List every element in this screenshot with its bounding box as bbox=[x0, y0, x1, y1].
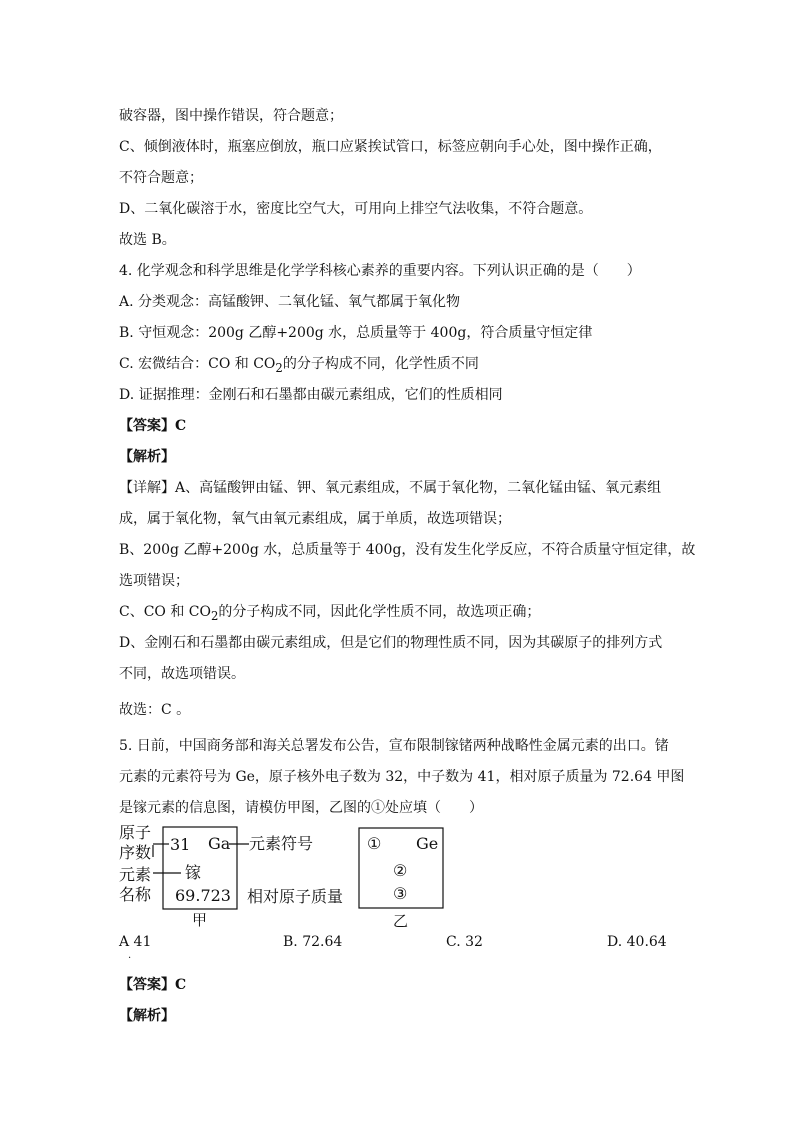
question-5-options bbox=[119, 934, 679, 954]
atomic-number: 31 bbox=[170, 835, 191, 854]
question-4-option-c bbox=[119, 354, 479, 378]
subscript: 2 bbox=[275, 360, 283, 375]
figure-yi bbox=[359, 828, 443, 930]
question-4-option-b: B. 守恒观念：200g 乙醇+200g 水，总质量等于 400g，符合质量守恒定律 bbox=[119, 325, 593, 341]
text-line: 不符合题意； bbox=[119, 170, 203, 186]
figure-caption-jia: 甲 bbox=[192, 911, 208, 929]
answer-heading: 【答案】C bbox=[119, 977, 187, 993]
text-line: 破容器，图中操作错误，符合题意； bbox=[119, 108, 343, 124]
label-element-symbol: 元素符号 bbox=[249, 834, 314, 853]
question-4-option-a: A. 分类观念：高锰酸钾、二氧化锰、氧气都属于氧化物 bbox=[119, 294, 461, 310]
label-atomic-mass: 相对原子质量 bbox=[247, 887, 344, 906]
text-segment: C. 宏微结合：CO 和 CO bbox=[119, 356, 276, 372]
element-symbol: Ga bbox=[208, 834, 231, 853]
text-line: D、金刚石和石墨都由碳元素组成，但是它们的物理性质不同，因为其碳原子的排列方式 bbox=[119, 635, 663, 651]
blank-marker-3: ③ bbox=[393, 884, 408, 903]
option-b: B. 72.64 bbox=[283, 934, 343, 950]
text-segment: 的分子构成不同，因此化学性质不同，故选项正确； bbox=[218, 604, 541, 620]
answer-heading: 【答案】C bbox=[119, 418, 187, 434]
element-info-figure bbox=[119, 823, 459, 933]
label-element-name-2: 名称 bbox=[119, 885, 152, 904]
blank-marker-2: ② bbox=[393, 861, 408, 880]
option-c: C. 32 bbox=[446, 934, 483, 950]
text-line: 故选：C 。 bbox=[119, 702, 191, 718]
text-line: D、二氧化碳溶于水，密度比空气大，可用向上排空气法收集，不符合题意。 bbox=[119, 201, 593, 217]
atomic-mass: 69.723 bbox=[175, 886, 231, 905]
element-symbol: Ge bbox=[416, 834, 439, 853]
figure-caption-yi: 乙 bbox=[393, 912, 409, 930]
label-atomic-number-2: 序数 bbox=[119, 843, 152, 862]
question-4-stem: 4. 化学观念和科学思维是化学学科核心素养的重要内容。下列认识正确的是（ ） bbox=[119, 263, 641, 279]
figure-jia bbox=[119, 823, 343, 929]
text-line: 【详解】A、高锰酸钾由锰、钾、氧元素组成，不属于氧化物，二氧化锰由锰、氧元素组 bbox=[119, 480, 662, 496]
text-line: 元素的元素符号为 Ge，原子核外电子数为 32，中子数为 41，相对原子质量为 72.64 甲图 bbox=[119, 769, 685, 785]
analysis-heading: 【解析】 bbox=[119, 1008, 175, 1024]
text-line: 不同，故选项错误。 bbox=[119, 666, 245, 682]
blank-marker-1: ① bbox=[367, 834, 382, 853]
text-line: C、倾倒液体时，瓶塞应倒放，瓶口应紧挨试管口，标签应朝向手心处，图中操作正确， bbox=[119, 139, 662, 155]
label-atomic-number-1: 原子 bbox=[119, 823, 152, 842]
analysis-heading: 【解析】 bbox=[119, 449, 175, 465]
option-d: D. 40.64 bbox=[607, 934, 667, 950]
text-line bbox=[119, 602, 540, 626]
question-4-option-d: D. 证据推理：金刚石和石墨都由碳元素组成，它们的性质相同 bbox=[119, 387, 503, 403]
text-line: 是镓元素的信息图，请模仿甲图，乙图的①处应填（ ） bbox=[119, 800, 483, 816]
subscript: 2 bbox=[211, 608, 219, 623]
text-line: 故选 B。 bbox=[119, 232, 176, 248]
element-name: 镓 bbox=[185, 863, 202, 882]
option-dot: . bbox=[128, 950, 132, 961]
option-a: A 41 bbox=[119, 934, 152, 950]
label-element-name-1: 元素 bbox=[119, 865, 152, 884]
question-5-stem: 5. 日前，中国商务部和海关总署发布公告，宣布限制镓锗两种战略性金属元素的出口。锗 bbox=[119, 738, 669, 754]
text-segment: C、CO 和 CO bbox=[119, 604, 211, 620]
text-line: 成，属于氧化物，氧气由氧元素组成，属于单质，故选项错误； bbox=[119, 511, 511, 527]
text-line: 选项错误； bbox=[119, 573, 189, 589]
text-segment: 的分子构成不同，化学性质不同 bbox=[282, 356, 479, 372]
text-line: B、200g 乙醇+200g 水，总质量等于 400g，没有发生化学反应，不符合质量守恒定律，故 bbox=[119, 542, 696, 558]
